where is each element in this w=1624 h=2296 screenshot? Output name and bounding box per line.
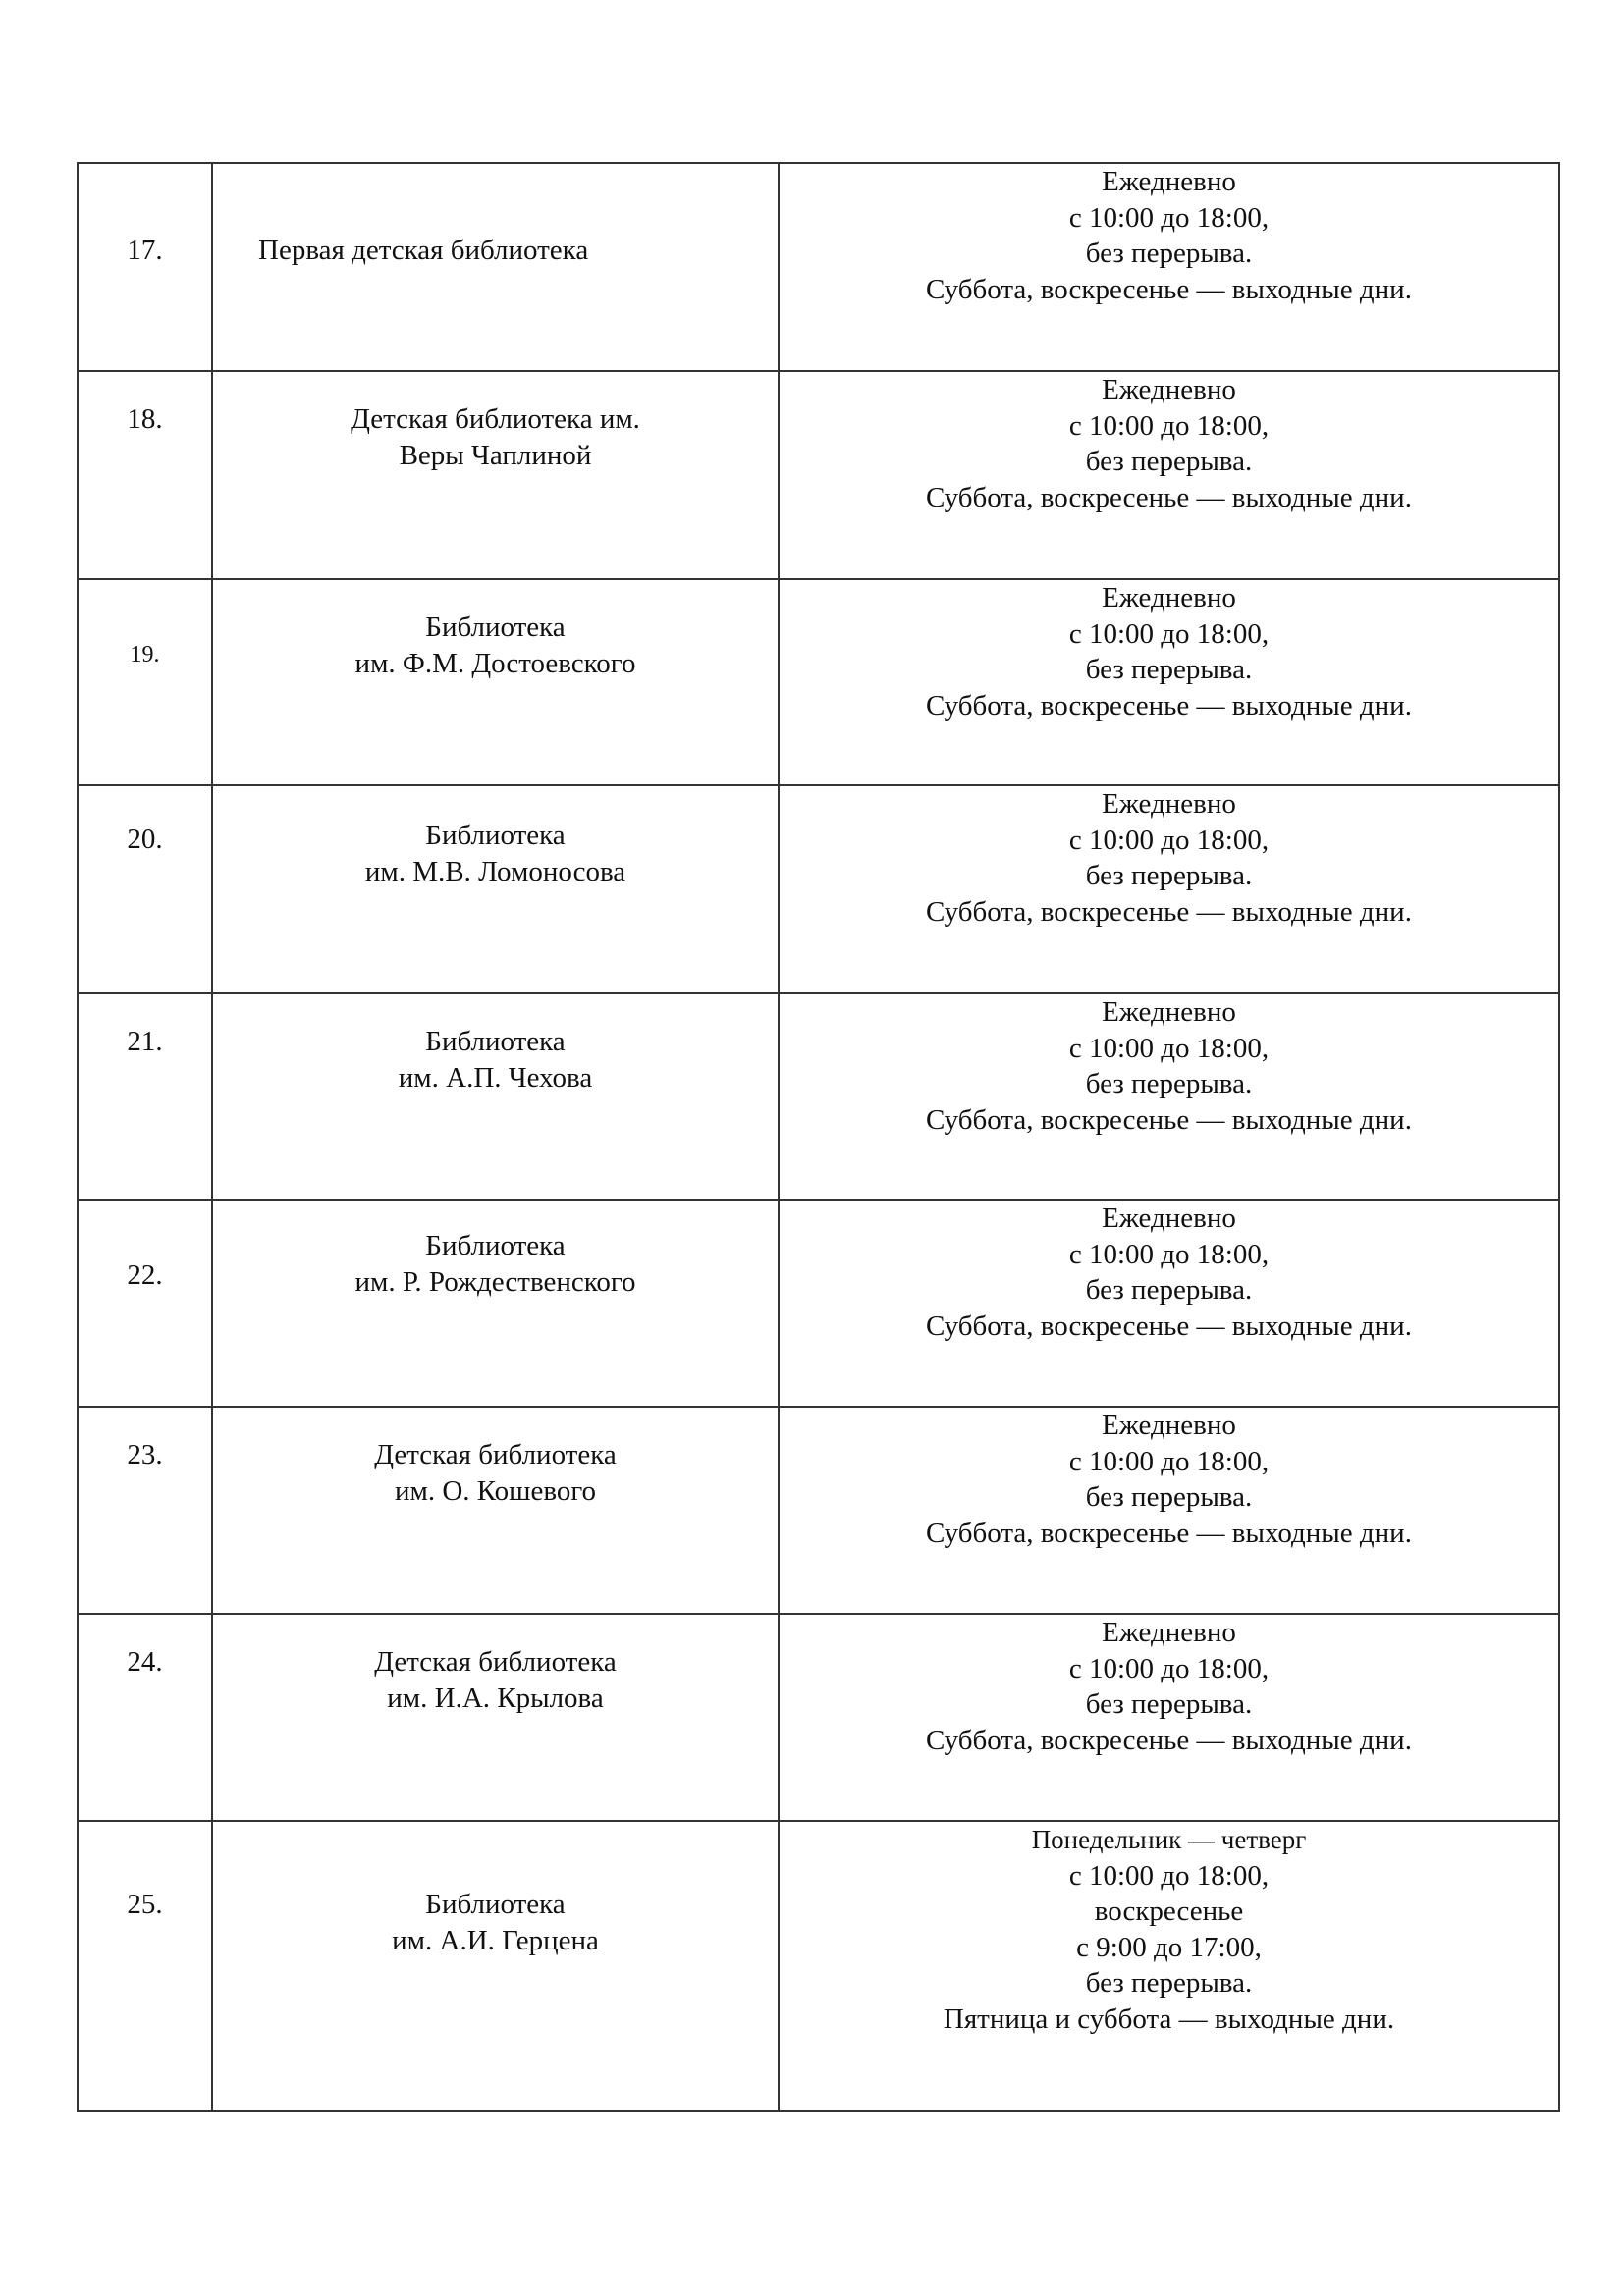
hours-line: с 10:00 до 18:00, <box>1068 409 1270 442</box>
hours-line: с 10:00 до 18:00, <box>1068 1652 1270 1684</box>
opening-hours-cell <box>779 1821 1559 2111</box>
hours-line: с 10:00 до 18:00, <box>1068 201 1270 234</box>
library-name-cell <box>212 579 779 785</box>
row-number: 23. <box>127 1439 163 1470</box>
hours-line: Суббота, воскресенье — выходные дни. <box>926 481 1412 513</box>
library-name-cell <box>212 785 779 993</box>
hours-line: Суббота, воскресенье — выходные дни. <box>926 1517 1412 1549</box>
table-row <box>78 1614 1559 1821</box>
opening-hours-cell <box>779 1614 1559 1821</box>
library-name-line: им. А.И. Герцена <box>392 1924 599 1956</box>
library-name-line: Библиотека <box>425 820 566 851</box>
hours-line: Суббота, воскресенье — выходные дни. <box>926 689 1412 721</box>
opening-hours-cell <box>779 163 1559 371</box>
library-name-line: Библиотека <box>425 612 566 643</box>
library-name-cell <box>212 1614 779 1821</box>
row-number-cell <box>78 1821 212 2111</box>
library-name-line: им. Ф.М. Достоевского <box>354 647 636 679</box>
library-name-line: Библиотека <box>425 1230 566 1261</box>
opening-hours-cell <box>779 993 1559 1200</box>
table-row <box>78 579 1559 785</box>
row-number-cell <box>78 1407 212 1614</box>
row-number-cell <box>78 371 212 579</box>
hours-line: Ежедневно <box>1102 1410 1236 1441</box>
row-number: 25. <box>127 1889 163 1920</box>
library-name-cell <box>212 371 779 579</box>
table-row <box>78 1821 1559 2111</box>
row-number: 18. <box>127 403 163 435</box>
library-name-line: Первая детская библиотека <box>258 235 589 266</box>
hours-line: Ежедневно <box>1102 1617 1236 1648</box>
hours-line: Суббота, воскресенье — выходные дни. <box>926 273 1412 305</box>
table-row <box>78 1200 1559 1407</box>
hours-line: Ежедневно <box>1102 374 1236 405</box>
library-name-cell <box>212 1821 779 2111</box>
hours-line: Ежедневно <box>1102 1202 1236 1234</box>
row-number-cell <box>78 785 212 993</box>
row-number: 24. <box>127 1646 163 1678</box>
hours-line: без перерыва. <box>1085 1688 1253 1720</box>
hours-line: с 9:00 до 17:00, <box>1076 1931 1262 1963</box>
hours-line: Пятница и суббота — выходные дни. <box>943 2002 1395 2035</box>
table-row <box>78 993 1559 1200</box>
library-name-line: им. О. Кошевого <box>394 1474 597 1507</box>
library-name-line: Веры Чаплиной <box>399 439 592 471</box>
row-number-cell <box>78 1614 212 1821</box>
row-number-cell <box>78 1200 212 1407</box>
hours-line: Ежедневно <box>1102 996 1236 1028</box>
hours-line: без перерыва. <box>1085 1481 1253 1513</box>
table-row <box>78 1407 1559 1614</box>
hours-line: Понедельник — четверг <box>1031 1825 1307 1854</box>
hours-line: без перерыва. <box>1085 860 1253 891</box>
hours-line: с 10:00 до 18:00, <box>1068 1445 1270 1477</box>
opening-hours-cell <box>779 371 1559 579</box>
library-name-line: им. И.А. Крылова <box>387 1682 604 1714</box>
hours-line: Суббота, воскресенье — выходные дни. <box>926 1309 1412 1342</box>
row-number: 19. <box>130 642 160 667</box>
row-number-cell <box>78 579 212 785</box>
library-name-line: Библиотека <box>425 1889 566 1920</box>
table-row <box>78 785 1559 993</box>
hours-line: Ежедневно <box>1102 788 1236 820</box>
hours-line: воскресенье <box>1094 1896 1244 1927</box>
hours-line: Суббота, воскресенье — выходные дни. <box>926 895 1412 928</box>
library-name-cell <box>212 993 779 1200</box>
hours-line: Ежедневно <box>1102 166 1236 197</box>
hours-line: Суббота, воскресенье — выходные дни. <box>926 1103 1412 1136</box>
library-name-line: Детская библиотека <box>374 1646 617 1678</box>
library-name-line: Библиотека <box>425 1026 566 1057</box>
library-name-line: им. А.П. Чехова <box>398 1061 593 1094</box>
library-name-cell <box>212 1200 779 1407</box>
library-name-line: Детская библиотека им. <box>351 403 640 435</box>
library-name-line: им. Р. Рождественского <box>354 1265 636 1298</box>
hours-line: с 10:00 до 18:00, <box>1068 824 1270 856</box>
opening-hours-cell <box>779 785 1559 993</box>
hours-line: без перерыва. <box>1085 446 1253 477</box>
table-row <box>78 163 1559 371</box>
library-name-cell <box>212 1407 779 1614</box>
table-row <box>78 371 1559 579</box>
opening-hours-cell <box>779 1200 1559 1407</box>
library-name-cell <box>212 163 779 371</box>
hours-line: Суббота, воскресенье — выходные дни. <box>926 1724 1412 1756</box>
row-number: 22. <box>127 1259 163 1291</box>
hours-line: с 10:00 до 18:00, <box>1068 617 1270 650</box>
row-number: 20. <box>127 824 163 855</box>
library-name-line: Детская библиотека <box>374 1439 617 1470</box>
hours-line: без перерыва. <box>1085 1068 1253 1099</box>
row-number: 21. <box>127 1026 163 1057</box>
row-number-cell <box>78 163 212 371</box>
hours-line: с 10:00 до 18:00, <box>1068 1238 1270 1270</box>
library-name-line: им. М.В. Ломоносова <box>364 855 626 887</box>
hours-line: с 10:00 до 18:00, <box>1068 1859 1270 1892</box>
hours-line: без перерыва. <box>1085 1274 1253 1306</box>
row-number: 17. <box>127 235 163 266</box>
hours-line: с 10:00 до 18:00, <box>1068 1032 1270 1064</box>
hours-line: без перерыва. <box>1085 654 1253 685</box>
opening-hours-cell <box>779 1407 1559 1614</box>
opening-hours-cell <box>779 579 1559 785</box>
table-body <box>78 163 1559 2111</box>
row-number-cell <box>78 993 212 1200</box>
hours-line: без перерыва. <box>1085 1967 1253 1999</box>
hours-line: Ежедневно <box>1102 582 1236 614</box>
hours-line: без перерыва. <box>1085 238 1253 269</box>
library-schedule-table <box>77 162 1560 2112</box>
